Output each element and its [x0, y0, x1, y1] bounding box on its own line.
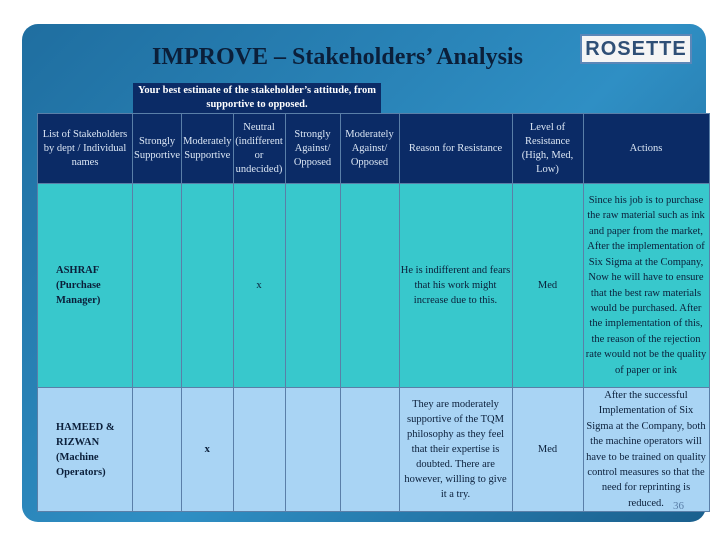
col-header-reason: Reason for Resistance	[399, 114, 512, 184]
cell-moderately-against	[340, 388, 399, 512]
col-header-list: List of Stakeholders by dept / Individual names	[38, 114, 133, 184]
cell-moderately-against	[340, 184, 399, 388]
cell-reason: He is indifferent and fears that his work might increase due to this.	[399, 184, 512, 388]
col-header-strongly-against: Strongly Against/ Opposed	[285, 114, 340, 184]
cell-strongly-supportive	[133, 184, 182, 388]
cell-strongly-supportive	[133, 388, 182, 512]
attitude-header: Your best estimate of the stakeholder’s attitude, from supportive to opposed.	[133, 83, 381, 113]
col-header-strongly-supportive: Strongly Supportive	[133, 114, 182, 184]
cell-level: Med	[512, 184, 583, 388]
table-row	[38, 388, 710, 512]
cell-reason: They are moderately supportive of the TQM philosophy as they feel that their expertise is doubted. There are however, willing to give it a try.	[399, 388, 512, 512]
cell-actions: After the successful Implementation of Six Sigma at the Company, both the machine operators will have to be trained on quality control measures so that the need for reprinting is reduced.	[583, 388, 709, 512]
cell-neutral: x	[233, 184, 285, 388]
col-header-moderately-against: Moderately Against/ Opposed	[340, 114, 399, 184]
col-header-moderately-supportive: Moderately Supportive	[182, 114, 233, 184]
cell-actions: Since his job is to purchase the raw material such as ink and paper from the market, After the implementation of Six Sigma at the Company, Now he will have to ensure that the best raw materials would be purchased. After the implementation of this, the reason of the rejection rate would not be the quality of paper or ink	[583, 184, 709, 388]
cell-neutral	[233, 388, 285, 512]
cell-moderately-supportive: x	[182, 388, 233, 512]
cell-strongly-against	[285, 388, 340, 512]
stakeholder-name: HAMEED & RIZWAN (Machine Operators)	[38, 388, 133, 512]
col-header-level: Level of Resistance (High, Med, Low)	[512, 114, 583, 184]
header-row	[38, 114, 710, 184]
page-number: 36	[673, 500, 684, 512]
stakeholder-name: ASHRAF (Purchase Manager)	[38, 184, 133, 388]
slide-title: IMPROVE – Stakeholders’ Analysis	[152, 44, 523, 70]
cell-moderately-supportive	[182, 184, 233, 388]
col-header-actions: Actions	[583, 114, 709, 184]
stakeholder-table	[37, 113, 710, 512]
cell-strongly-against	[285, 184, 340, 388]
rosette-logo: ROSETTE	[580, 34, 692, 64]
col-header-neutral: Neutral (indifferent or undecided)	[233, 114, 285, 184]
cell-level: Med	[512, 388, 583, 512]
table-row	[38, 184, 710, 388]
